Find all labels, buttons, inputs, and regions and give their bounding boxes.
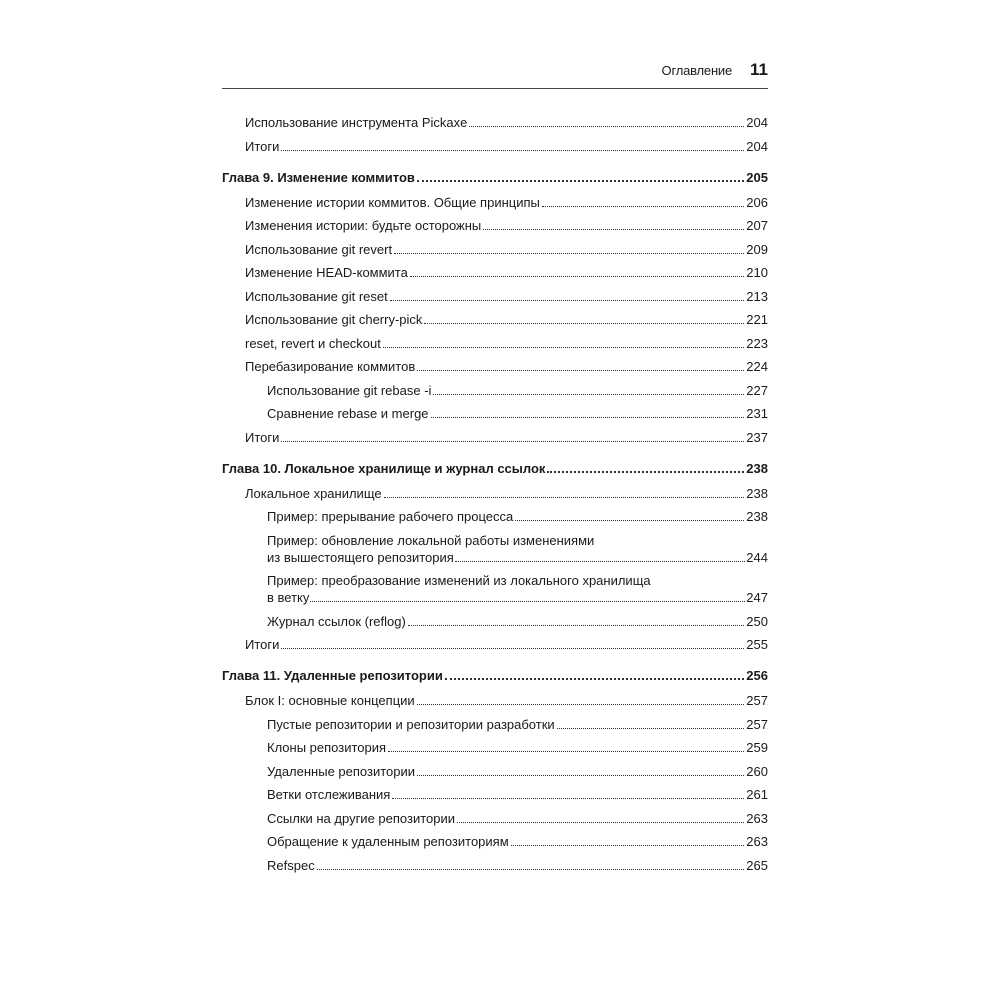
dot-leader bbox=[483, 229, 744, 230]
toc-chapter-10 bbox=[222, 460, 768, 477]
toc-entry-page: 207 bbox=[746, 218, 768, 233]
toc-entry bbox=[222, 241, 768, 258]
dot-leader bbox=[457, 822, 744, 823]
toc-entry bbox=[222, 114, 768, 131]
toc-subentry bbox=[222, 716, 768, 733]
dot-leader bbox=[547, 471, 744, 473]
toc-subentry-multiline bbox=[222, 572, 768, 606]
toc-entry-page: 231 bbox=[746, 406, 768, 421]
toc-entry-label: Сравнение rebase и merge bbox=[267, 406, 429, 421]
toc-subentry bbox=[222, 405, 768, 422]
toc-entry-label: Использование git reset bbox=[245, 288, 388, 304]
toc-entry bbox=[222, 636, 768, 653]
dot-leader bbox=[433, 394, 744, 395]
toc-entry-label-line2: из вышестоящего репозитория bbox=[267, 549, 454, 565]
toc-chapter-9 bbox=[222, 169, 768, 186]
toc-entry-page: 210 bbox=[746, 265, 768, 280]
dot-leader bbox=[310, 601, 745, 602]
toc-entry-label: Итоги bbox=[245, 637, 280, 652]
toc-subentry bbox=[222, 857, 768, 874]
toc-chapter-11 bbox=[222, 667, 768, 684]
toc-entry-page: 204 bbox=[746, 138, 768, 154]
toc-entry-label-line1: Пример: преобразование изменений из локального хранилища bbox=[267, 573, 651, 588]
toc-entry bbox=[222, 485, 768, 502]
toc-entry-page: 209 bbox=[746, 241, 768, 257]
toc-entry-page: 227 bbox=[746, 382, 768, 398]
toc-entry-label: Обращение к удаленным репозиториям bbox=[267, 834, 509, 849]
dot-leader bbox=[417, 370, 744, 371]
dot-leader bbox=[392, 798, 744, 799]
toc-entry-label: Пример: прерывание рабочего процесса bbox=[267, 509, 514, 524]
toc-entry-page: 224 bbox=[746, 359, 768, 374]
dot-leader bbox=[417, 704, 745, 705]
toc-entry-page: 261 bbox=[746, 787, 768, 802]
toc-entry-label: Ссылки на другие репозитории bbox=[267, 810, 456, 826]
toc-entry-label: Удаленные репозитории bbox=[267, 763, 416, 779]
dot-leader bbox=[394, 253, 744, 254]
toc-entry bbox=[222, 288, 768, 305]
chapter-page: 205 bbox=[746, 169, 768, 185]
toc-entry-label: Локальное хранилище bbox=[245, 485, 382, 501]
running-header bbox=[222, 60, 768, 89]
toc-entry bbox=[222, 194, 768, 211]
toc-subentry bbox=[222, 810, 768, 827]
toc-entry-label: Пустые репозитории и репозитории разработки bbox=[267, 716, 555, 732]
toc-entry-page: 221 bbox=[746, 312, 768, 327]
chapter-page: 238 bbox=[746, 460, 768, 476]
chapter-title: Глава 10. Локальное хранилище и журнал ссылок bbox=[222, 460, 546, 476]
dot-leader bbox=[417, 180, 744, 182]
dot-leader bbox=[281, 150, 744, 151]
toc-entry-label: Журнал ссылок (reflog) bbox=[267, 613, 406, 629]
toc-entry-label-line1: Пример: обновление локальной работы изменениями bbox=[267, 532, 595, 548]
dot-leader bbox=[417, 775, 744, 776]
toc-entry-label: reset, revert и checkout bbox=[245, 335, 381, 351]
toc-entry bbox=[222, 358, 768, 375]
toc-entry-label: Изменение HEAD-коммита bbox=[245, 265, 408, 280]
toc-entry bbox=[222, 335, 768, 352]
dot-leader bbox=[281, 648, 744, 649]
chapter-page: 256 bbox=[746, 668, 768, 683]
toc-entry-label: Итоги bbox=[245, 138, 280, 154]
toc-entry-label: Refspec bbox=[267, 857, 315, 873]
toc-subentry bbox=[222, 763, 768, 780]
chapter-title: Глава 9. Изменение коммитов bbox=[222, 169, 415, 185]
toc-entry-page: 257 bbox=[746, 693, 768, 708]
toc-entry-page: 206 bbox=[746, 194, 768, 210]
dot-leader bbox=[390, 300, 745, 301]
toc-entry-label: Изменения истории: будьте осторожны bbox=[245, 218, 482, 233]
toc-entry bbox=[222, 429, 768, 446]
dot-leader bbox=[515, 520, 744, 521]
page-number: 11 bbox=[750, 60, 768, 79]
dot-leader bbox=[469, 126, 744, 127]
toc-entry-label: Использование git rebase -i bbox=[267, 382, 432, 398]
toc-entry-label: Итоги bbox=[245, 429, 280, 445]
toc-entry-label-line2: в ветку bbox=[267, 590, 310, 605]
toc-subentry bbox=[222, 508, 768, 525]
toc-entry-page: 265 bbox=[746, 857, 768, 873]
dot-leader bbox=[388, 751, 744, 752]
toc-entry-page: 263 bbox=[746, 834, 768, 849]
toc-entry-page: 244 bbox=[746, 549, 768, 565]
toc-entry bbox=[222, 217, 768, 234]
dot-leader bbox=[455, 561, 746, 562]
toc-subentry bbox=[222, 739, 768, 756]
dot-leader bbox=[557, 728, 745, 729]
toc-entry-page: 250 bbox=[746, 613, 768, 629]
toc-entry bbox=[222, 264, 768, 281]
toc-entry bbox=[222, 692, 768, 709]
dot-leader bbox=[408, 625, 744, 626]
toc-entry-label: Изменение истории коммитов. Общие принципы bbox=[245, 194, 540, 210]
running-header-title: Оглавление bbox=[661, 63, 733, 78]
toc-subentry bbox=[222, 833, 768, 850]
toc-subentry-multiline bbox=[222, 532, 768, 566]
toc-entry-label: Ветки отслеживания bbox=[267, 787, 391, 802]
toc-entry-page: 259 bbox=[746, 740, 768, 755]
table-of-contents bbox=[222, 114, 768, 880]
toc-entry-page: 247 bbox=[746, 590, 768, 605]
dot-leader bbox=[542, 206, 744, 207]
toc-entry-page: 238 bbox=[746, 509, 768, 524]
toc-entry-page: 213 bbox=[746, 288, 768, 304]
toc-entry-page: 257 bbox=[746, 716, 768, 732]
dot-leader bbox=[511, 845, 745, 846]
toc-entry-label: Использование git cherry-pick bbox=[245, 312, 423, 327]
chapter-title: Глава 11. Удаленные репозитории bbox=[222, 668, 443, 683]
toc-subentry bbox=[222, 382, 768, 399]
dot-leader bbox=[424, 323, 744, 324]
toc-entry-page: 237 bbox=[746, 429, 768, 445]
dot-leader bbox=[445, 678, 744, 680]
toc-entry-label: Перебазирование коммитов bbox=[245, 359, 416, 374]
toc-entry-label: Клоны репозитория bbox=[267, 740, 387, 755]
toc-entry-page: 223 bbox=[746, 335, 768, 351]
toc-entry-page: 263 bbox=[746, 810, 768, 826]
toc-entry-page: 204 bbox=[746, 115, 768, 130]
toc-entry bbox=[222, 311, 768, 328]
toc-entry-page: 260 bbox=[746, 763, 768, 779]
toc-entry-label: Использование git revert bbox=[245, 241, 393, 257]
toc-subentry bbox=[222, 613, 768, 630]
toc-subentry bbox=[222, 786, 768, 803]
dot-leader bbox=[281, 441, 744, 442]
toc-entry bbox=[222, 138, 768, 155]
toc-entry-label: Блок I: основные концепции bbox=[245, 693, 415, 708]
dot-leader bbox=[410, 276, 744, 277]
toc-entry-page: 238 bbox=[746, 485, 768, 501]
dot-leader bbox=[431, 417, 745, 418]
toc-entry-label: Использование инструмента Pickaxe bbox=[245, 115, 468, 130]
toc-entry-page: 255 bbox=[746, 637, 768, 652]
dot-leader bbox=[384, 497, 745, 498]
dot-leader bbox=[317, 869, 745, 870]
dot-leader bbox=[383, 347, 744, 348]
